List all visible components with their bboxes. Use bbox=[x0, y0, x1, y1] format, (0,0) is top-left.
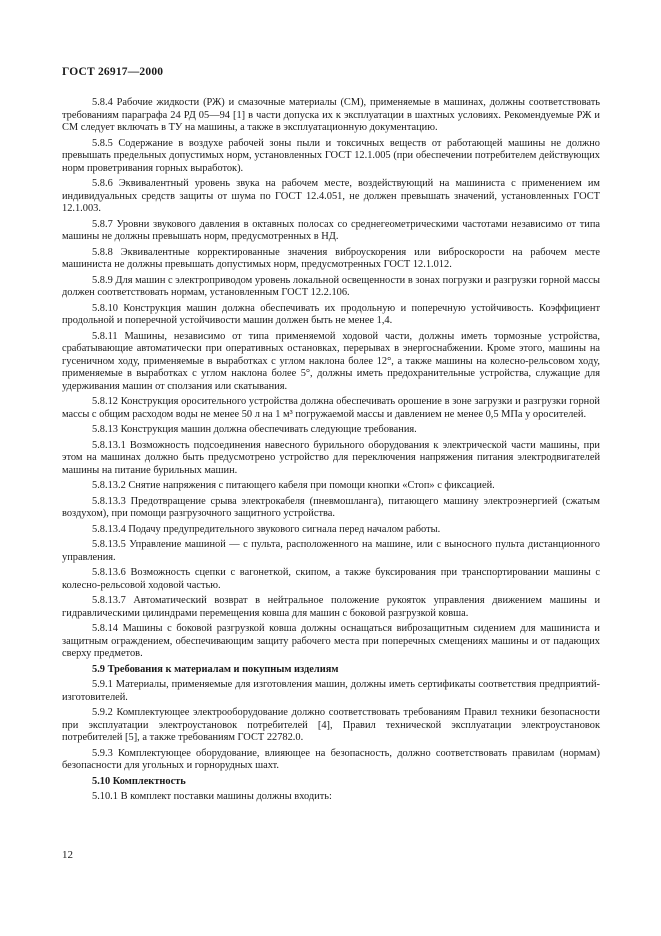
paragraph: 5.8.13.3 Предотвращение срыва электрокабеля (пневмошланга), питающего машину электроэнергией (сжатым воздухом), при помощи разгрузочного защитного устройства. bbox=[62, 495, 600, 519]
paragraph: 5.8.13.7 Автоматический возврат в нейтральное положение рукояток управления движением машины и гидравлическими цилиндрами перемещения ковша для машин с боковой разгрузкой ковша. bbox=[62, 595, 600, 619]
paragraph: 5.8.13.2 Снятие напряжения с питающего кабеля при помощи кнопки «Стоп» с фиксацией. bbox=[92, 480, 495, 491]
paragraph: 5.8.11 Машины, независимо от типа применяемой ходовой части, должны иметь тормозные устройства, срабатывающие автоматически при оперативных остановках, перерывах в энергоснабжении. Кроме этого, машины на гусеничном ходу, применяемые в выработках с углом наклона более 12°, а также машины на колесно-рельсовом ходу, применяемые в выработках с углом наклона более 5°, должны иметь предохранительные устройства, служащие для удерживания машин от сползания или скатывания. bbox=[62, 330, 600, 392]
paragraph: 5.8.6 Эквивалентный уровень звука на рабочем месте, воздействующий на машиниста с применением им индивидуальных средств защиты от шума по ГОСТ 12.4.051, не должен превышать значений, установленных ГОСТ 12.1.003. bbox=[62, 178, 600, 214]
document-body bbox=[62, 97, 600, 807]
paragraph: 5.8.13.6 Возможность сцепки с вагонеткой, скипом, а также буксирования при транспортировании машины с колесно-рельсовой ходовой частью. bbox=[62, 567, 600, 591]
paragraph: 5.8.13.4 Подачу предупредительного звукового сигнала перед началом работы. bbox=[92, 523, 441, 535]
section-heading: 5.9 Требования к материалам и покупным изделиям bbox=[92, 663, 339, 675]
document-header: ГОСТ 26917—2000 bbox=[62, 66, 164, 78]
paragraph: 5.8.12 Конструкция оросительного устройства должна обеспечивать орошение в зоне загрузки и разгрузки горной массы с общим расходом воды не менее 50 л на 1 м³ погружаемой массы и давлением не менее 0,5 МПа у оросителей. bbox=[62, 396, 600, 420]
paragraph: 5.8.13 Конструкция машин должна обеспечивать следующие требования. bbox=[92, 424, 417, 435]
paragraph: 5.8.10 Конструкция машин должна обеспечивать их продольную и поперечную устойчивость. Коэффициент продольной и поперечной устойчивости машин должен быть не менее 1,4. bbox=[62, 302, 600, 326]
paragraph: 5.8.13.1 Возможность подсоединения навесного бурильного оборудования к электрической части машины, при этом на машинах должно быть предусмотрено устройство для переключения напряжения питания электродвигателей машины на питание бурильных машин. bbox=[62, 439, 600, 476]
paragraph: 5.8.5 Содержание в воздухе рабочей зоны пыли и токсичных веществ от работающей машины не должно превышать предельных допустимых норм, установленных ГОСТ 12.1.005 (при обеспечении потребителем действующих норм проветривания горных выработок). bbox=[62, 137, 600, 174]
paragraph: 5.8.4 Рабочие жидкости (РЖ) и смазочные материалы (СМ), применяемые в машинах, должны соответствовать требованиям параграфа 24 РД 05—94 [1] в части допуска их к эксплуатации в шахтных условиях. Рекомендуемые РЖ и СМ следует включать в ТУ на машины, а также в эксплуатационную документацию. bbox=[62, 97, 600, 133]
section-heading: 5.10 Комплектность bbox=[92, 775, 186, 787]
paragraph: 5.9.1 Материалы, применяемые для изготовления машин, должны иметь сертификаты соответствия предприятий-изготовителей. bbox=[62, 679, 600, 703]
paragraph: 5.10.1 В комплект поставки машины должны входить: bbox=[92, 791, 332, 802]
paragraph: 5.8.13.5 Управление машиной — с пульта, расположенного на машине, или с выносного пульта дистанционного управления. bbox=[62, 539, 600, 563]
paragraph: 5.8.9 Для машин с электроприводом уровень локальной освещенности в зонах погрузки и разгрузки горной массы должен соответствовать нормам, установленным ГОСТ 12.2.106. bbox=[62, 274, 600, 298]
page-number: 12 bbox=[62, 849, 73, 861]
paragraph: 5.9.2 Комплектующее электрооборудование должно соответствовать требованиям Правил техники безопасности при эксплуатации электроустановок потребителей [4], Правил технической эксплуатации электроустановок потребителей [5], а также требованиям ГОСТ 22782.0. bbox=[62, 707, 600, 743]
paragraph: 5.8.14 Машины с боковой разгрузкой ковша должны оснащаться виброзащитным сидением для машиниста и защитным ограждением, обеспечивающим защиту рабочего места при поперечных смещениях машины и от падающих сверху предметов. bbox=[62, 623, 600, 659]
paragraph: 5.8.8 Эквивалентные корректированные значения виброускорения или виброскорости на рабочем месте машиниста не должны превышать допустимых норм, предусмотренных ГОСТ 12.1.012. bbox=[62, 246, 600, 270]
paragraph: 5.9.3 Комплектующее оборудование, влияющее на безопасность, должно соответствовать правилам (нормам) безопасности для угольных и горнорудных шахт. bbox=[62, 747, 600, 771]
paragraph: 5.8.7 Уровни звукового давления в октавных полосах со среднегеометрическими частотами независимо от типа машины не должны превышать норм, предусмотренных в НД. bbox=[62, 218, 600, 242]
